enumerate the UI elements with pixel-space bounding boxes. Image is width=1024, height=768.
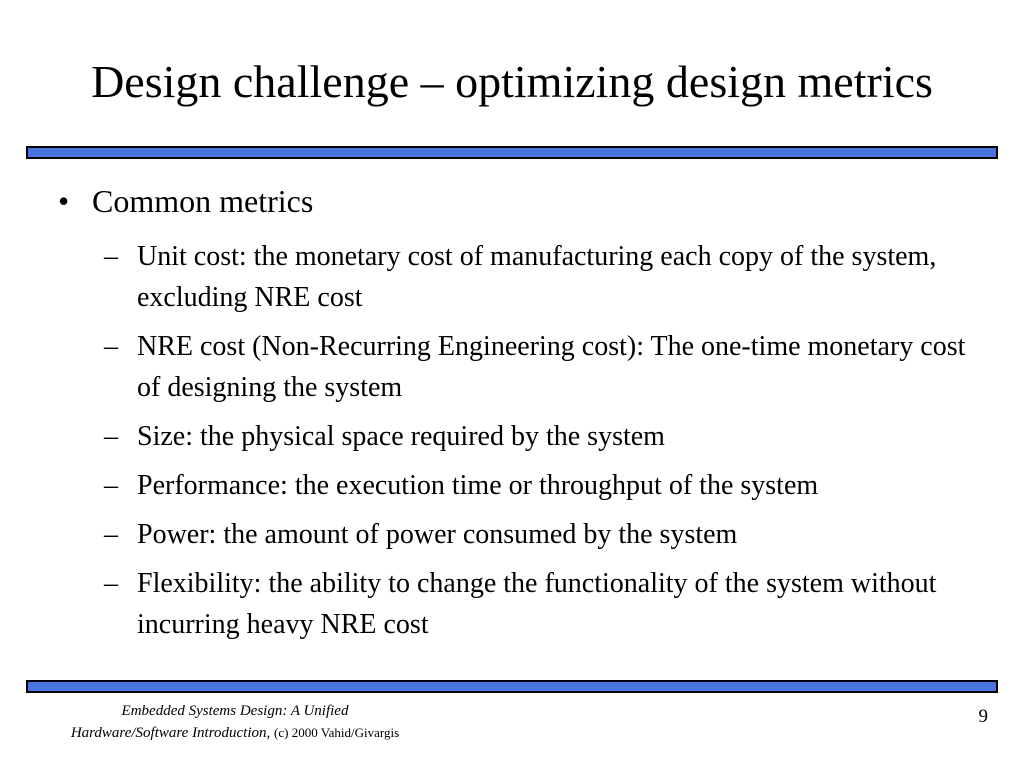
slide-title: Design challenge – optimizing design metrics (91, 56, 933, 107)
metrics-list (104, 236, 984, 653)
metric-nre-cost (104, 326, 984, 408)
title-rule (26, 146, 998, 159)
dash-marker: – (104, 331, 118, 362)
metric-text: Flexibility: the ability to change the functionality of the system without incurring heavy NRE cost (137, 568, 937, 640)
footer-book-subtitle: Hardware/Software Introduction, (70, 725, 271, 741)
footer-line-2 (0, 722, 470, 744)
metric-unit-cost (104, 236, 984, 318)
dash-marker: – (104, 568, 118, 599)
metric-text: Power: the amount of power consumed by the system (137, 519, 738, 550)
dash-marker: – (104, 241, 118, 272)
metric-text: Unit cost: the monetary cost of manufacturing each copy of the system, excluding NRE cost (137, 241, 937, 313)
metric-text: NRE cost (Non-Recurring Engineering cost): The one-time monetary cost of designing the system (137, 331, 966, 403)
footer-book-title: Embedded Systems Design: A Unified (121, 703, 349, 719)
page-number: 9 (978, 706, 988, 727)
dash-marker: – (104, 519, 118, 550)
metric-power (104, 514, 984, 555)
metric-text: Performance: the execution time or throughput of the system (137, 470, 819, 501)
dash-marker: – (104, 421, 118, 452)
bullet-marker: • (58, 183, 70, 219)
metric-size (104, 416, 984, 457)
dash-marker: – (104, 470, 118, 501)
metric-text: Size: the physical space required by the system (137, 421, 665, 452)
footer-rule (26, 680, 998, 693)
footer-copyright: (c) 2000 Vahid/Givargis (274, 725, 400, 740)
metric-performance (104, 465, 984, 506)
bullet-text: Common metrics (92, 183, 314, 219)
footer-citation (0, 700, 470, 744)
metric-flexibility (104, 563, 984, 645)
